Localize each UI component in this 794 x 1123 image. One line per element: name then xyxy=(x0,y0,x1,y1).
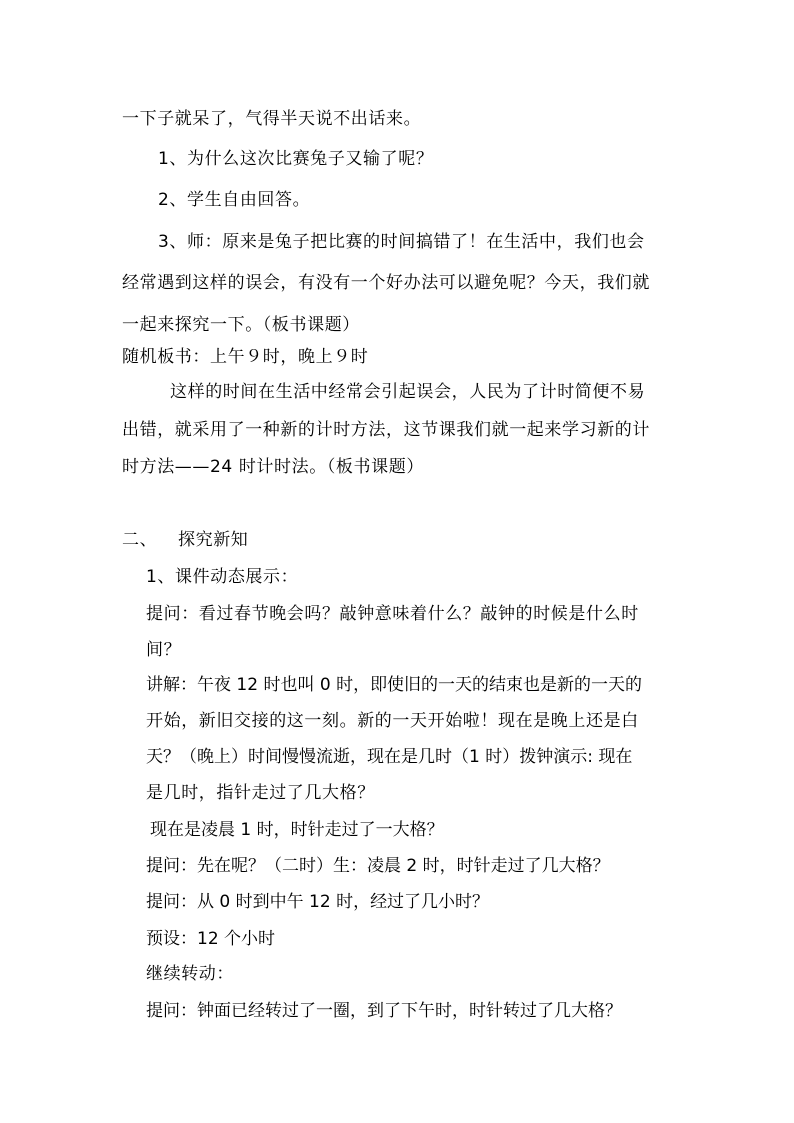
paragraph-line: 时方法——24 时计时法。（板书课题） xyxy=(122,457,424,477)
paragraph-line: 这样的时间在生活中经常会引起误会，人民为了计时简便不易 xyxy=(170,382,646,402)
question-line: 提问：从 0 时到中午 12 时，经过了几小时？ xyxy=(146,892,490,912)
paragraph-line: 出错，就采用了一种新的计时方法，这节课我们就一起来学习新的计 xyxy=(122,420,650,440)
board-note: 随机板书：上午９时，晚上９时 xyxy=(122,347,369,367)
question-line: 提问：钟面已经转过了一圈，到了下午时，时针转过了几大格？ xyxy=(146,1001,622,1021)
question-item: 1、为什么这次比赛兔子又输了呢？ xyxy=(158,149,434,169)
section-heading: 探究新知 xyxy=(178,530,249,550)
question-item: 3、师：原来是兔子把比赛的时间搞错了！在生活中，我们也会 xyxy=(158,232,645,252)
paragraph-line: 经常遇到这样的误会，有没有一个好办法可以避免呢？今天，我们就 xyxy=(122,273,650,293)
intro-line: 一下子就呆了，气得半天说不出话来。 xyxy=(122,109,422,129)
step-item: 1、课件动态展示： xyxy=(146,567,299,587)
explanation-line: 讲解：午夜 12 时也叫 0 时，即使旧的一天的结束也是新的一天的 xyxy=(146,675,643,695)
explanation-line: 天？（晚上）时间慢慢流逝，现在是几时（1 时）拨钟演示: 现在 xyxy=(146,747,633,767)
question-line: 提问：看过春节晚会吗？敲钟意味着什么？敲钟的时候是什么时 xyxy=(146,604,639,624)
instruction-line: 继续转动： xyxy=(146,964,234,984)
question-item: 2、学生自由回答。 xyxy=(158,190,311,210)
question-line: 间？ xyxy=(146,640,182,660)
paragraph-line: 一起来探究一下。（板书课题） xyxy=(122,315,360,335)
answer-line: 现在是凌晨 1 时，时针走过了一大格？ xyxy=(150,820,444,840)
explanation-line: 开始，新旧交接的这一刻。新的一天开始啦！现在是晚上还是白 xyxy=(146,711,639,731)
section-number: 二、 xyxy=(122,530,158,550)
question-line: 提问：先在呢？（二时）生：凌晨 2 时，时针走过了几大格？ xyxy=(146,856,610,876)
explanation-line: 是几时，指针走过了几大格？ xyxy=(146,783,375,803)
preset-line: 预设：12 个小时 xyxy=(146,929,276,949)
